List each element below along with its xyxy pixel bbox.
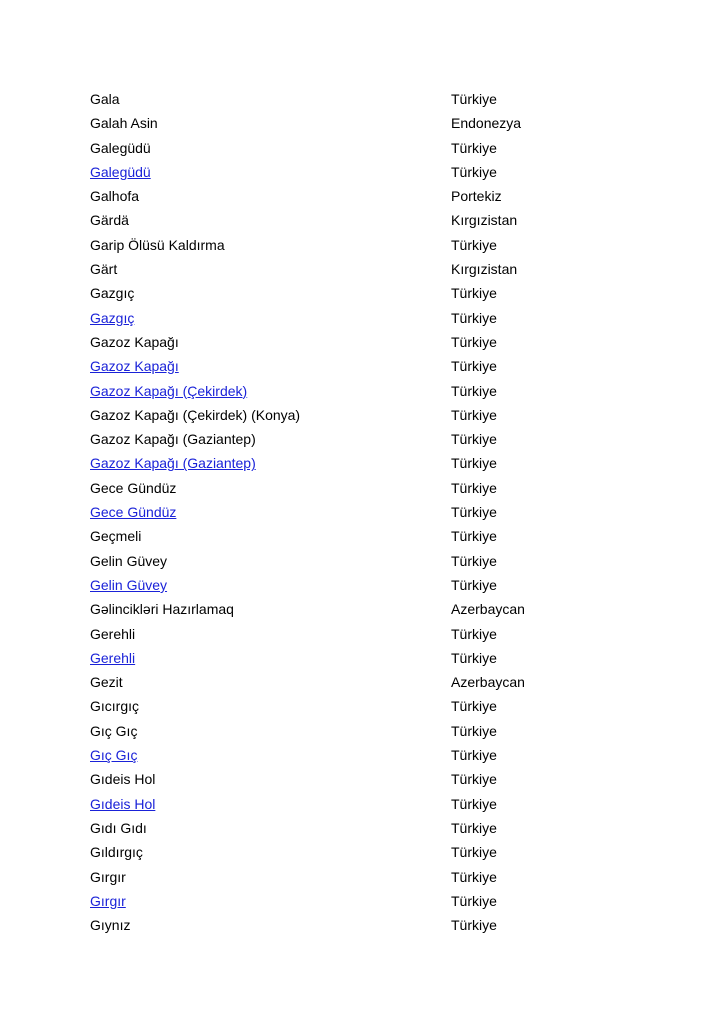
- country-name: Türkiye: [451, 236, 497, 253]
- country-name: Türkiye: [451, 479, 497, 496]
- game-name: Garip Ölüsü Kaldırma: [90, 236, 225, 253]
- game-name-link[interactable]: Gazoz Kapağı (Gaziantep): [90, 455, 256, 472]
- country-name: Türkiye: [451, 333, 497, 350]
- game-name: Galah Asin: [90, 115, 158, 132]
- country-name: Türkiye: [451, 795, 497, 812]
- country-name: Türkiye: [451, 892, 497, 909]
- list-item: [90, 842, 650, 866]
- list-item: [90, 453, 650, 477]
- country-name: Endonezya: [451, 115, 522, 132]
- country-name: Türkiye: [451, 309, 497, 326]
- list-item: [90, 648, 650, 672]
- list-item: [90, 745, 650, 769]
- list-item: [90, 599, 650, 623]
- game-name-link[interactable]: Gelin Güvey: [90, 576, 168, 593]
- game-name: Gazoz Kapağı (Çekirdek) (Konya): [90, 406, 301, 423]
- country-name: Azerbaycan: [451, 674, 525, 691]
- list-item: [90, 478, 650, 502]
- list-item: [90, 624, 650, 648]
- list-item: [90, 405, 650, 429]
- list-item: [90, 259, 650, 283]
- game-name: Gıdı Gıdı: [90, 819, 147, 836]
- game-name-link[interactable]: Gıdeis Hol: [90, 795, 156, 812]
- country-name: Türkiye: [451, 528, 497, 545]
- list-item: [90, 113, 650, 137]
- list-item: [90, 162, 650, 186]
- game-name-link[interactable]: Gece Gündüz: [90, 504, 177, 521]
- entry-list: [90, 89, 650, 939]
- list-item: [90, 721, 650, 745]
- list-item: [90, 867, 650, 891]
- country-name: Azerbaycan: [451, 601, 525, 618]
- game-name: Gıldırgıç: [90, 844, 143, 861]
- country-name: Türkiye: [451, 649, 497, 666]
- game-name: Galegüdü: [90, 139, 151, 156]
- game-name-link[interactable]: Gıç Gıç: [90, 747, 138, 764]
- game-name: Gala: [90, 91, 120, 107]
- game-name: Geçmeli: [90, 528, 142, 545]
- country-name: Türkiye: [451, 747, 497, 764]
- game-name-link[interactable]: Galegüdü: [90, 163, 151, 180]
- list-item: [90, 575, 650, 599]
- country-name: Türkiye: [451, 91, 497, 107]
- list-item: [90, 551, 650, 575]
- list-item: [90, 502, 650, 526]
- country-name: Türkiye: [451, 406, 497, 423]
- country-name: Türkiye: [451, 455, 497, 472]
- game-name: Gazoz Kapağı (Gaziantep): [90, 431, 256, 448]
- country-name: Türkiye: [451, 382, 497, 399]
- game-name: Gazgıç: [90, 285, 135, 302]
- game-name: Gärt: [90, 261, 118, 278]
- game-name: Gelin Güvey: [90, 552, 168, 569]
- game-name: Gırgır: [90, 868, 126, 885]
- list-item: [90, 915, 650, 939]
- game-name: Gıynız: [90, 917, 131, 934]
- list-item: [90, 696, 650, 720]
- country-name: Türkiye: [451, 771, 497, 788]
- list-item: [90, 356, 650, 380]
- list-item: [90, 769, 650, 793]
- list-item: [90, 89, 650, 113]
- country-name: Türkiye: [451, 163, 497, 180]
- country-name: Türkiye: [451, 625, 497, 642]
- list-item: [90, 308, 650, 332]
- game-name: Gəlincikləri Hazırlamaq: [90, 601, 234, 618]
- game-name: Gärdä: [90, 212, 129, 229]
- list-item: [90, 283, 650, 307]
- country-name: Türkiye: [451, 576, 497, 593]
- game-name-link[interactable]: Gerehli: [90, 649, 136, 666]
- country-name: Türkiye: [451, 819, 497, 836]
- list-item: [90, 429, 650, 453]
- game-name: Gezit: [90, 674, 123, 691]
- game-name-link[interactable]: Gırgır: [90, 892, 126, 909]
- country-name: Türkiye: [451, 844, 497, 861]
- country-name: Kırgızistan: [451, 261, 518, 278]
- list-item: [90, 794, 650, 818]
- country-name: Türkiye: [451, 552, 497, 569]
- game-name: Gazoz Kapağı: [90, 333, 179, 350]
- list-item: [90, 818, 650, 842]
- country-name: Portekiz: [451, 188, 502, 205]
- list-item: [90, 526, 650, 550]
- game-name: Gece Gündüz: [90, 479, 177, 496]
- list-item: [90, 672, 650, 696]
- game-name-link[interactable]: Gazoz Kapağı (Çekirdek): [90, 382, 248, 399]
- game-name: Gerehli: [90, 625, 136, 642]
- game-name: Gıdeis Hol: [90, 771, 156, 788]
- country-name: Türkiye: [451, 139, 497, 156]
- country-name: Türkiye: [451, 698, 497, 715]
- country-name: Kırgızistan: [451, 212, 518, 229]
- game-name: Gıcırgıç: [90, 698, 140, 715]
- list-item: [90, 186, 650, 210]
- list-item: [90, 381, 650, 405]
- game-name: Gıç Gıç: [90, 722, 138, 739]
- list-item: [90, 332, 650, 356]
- country-name: Türkiye: [451, 917, 497, 934]
- game-name-link[interactable]: Gazoz Kapağı: [90, 358, 179, 375]
- list-item: [90, 210, 650, 234]
- country-name: Türkiye: [451, 285, 497, 302]
- list-item: [90, 891, 650, 915]
- list-item: [90, 235, 650, 259]
- country-name: Türkiye: [451, 504, 497, 521]
- country-name: Türkiye: [451, 431, 497, 448]
- game-name: Galhofa: [90, 188, 140, 205]
- country-name: Türkiye: [451, 722, 497, 739]
- game-name-link[interactable]: Gazgıç: [90, 309, 135, 326]
- list-item: [90, 138, 650, 162]
- country-name: Türkiye: [451, 868, 497, 885]
- country-name: Türkiye: [451, 358, 497, 375]
